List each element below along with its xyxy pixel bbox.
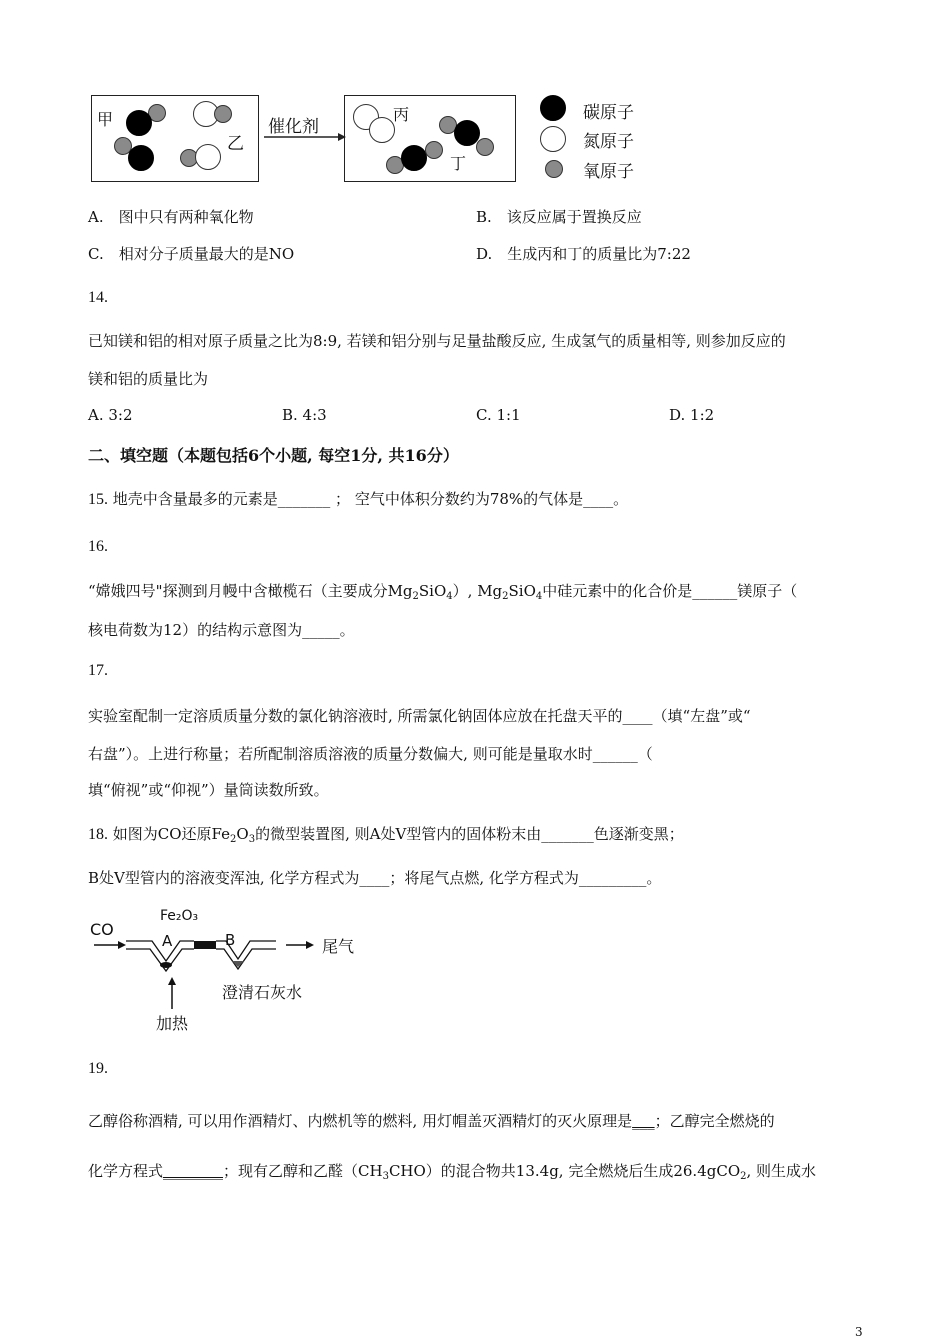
q19-text: , 则生成水: [746, 1162, 817, 1180]
q18-number: 18.: [88, 826, 108, 843]
q16-line2: 核电荷数为12）的结构示意图为_____。: [88, 621, 355, 639]
q18-text: 如图为CO还原Fe: [112, 825, 231, 843]
subscript: 4: [446, 591, 453, 602]
q14-text-line2: 镁和铝的质量比为: [88, 370, 209, 388]
legend-oxygen: 氧原子: [583, 162, 634, 182]
nitrogen-legend-icon: [540, 126, 566, 152]
oxygen-atom: [425, 141, 443, 159]
q18-line2: B处V型管内的溶液变浑浊, 化学方程式为____；将尾气点燃, 化学方程式为_________。: [88, 869, 662, 887]
subscript: 2: [502, 591, 509, 602]
oxygen-atom: [214, 105, 232, 123]
answer-blank[interactable]: ________: [163, 1162, 224, 1180]
answer-blank[interactable]: ___: [632, 1112, 655, 1130]
q19-number: 19.: [88, 1060, 108, 1077]
label-jia: 甲: [97, 110, 114, 129]
subscript: 2: [412, 591, 419, 602]
catalyst-label: 催化剂: [268, 117, 319, 137]
carbon-atom: [126, 110, 152, 136]
q19-line1: [88, 1110, 775, 1131]
subscript: 4: [535, 591, 543, 602]
q16-text: SiO: [418, 582, 447, 600]
oxygen-atom: [476, 138, 494, 156]
section-title: 二、填空题（本题包括6个小题, 每空1分, 共16分）: [88, 446, 459, 465]
carbon-atom: [128, 145, 154, 171]
q16-line1: [88, 580, 797, 601]
subscript: 2: [740, 1171, 747, 1182]
q14-option-d[interactable]: D. 1:2: [669, 406, 715, 424]
carbon-legend-icon: [540, 95, 566, 121]
q15-number: 15.: [88, 491, 108, 508]
q14-text-line1: 已知镁和铝的相对原子质量之比为8:9, 若镁和铝分别与足量盐酸反应, 生成氢气的质量相等, 则参加反应的: [88, 332, 786, 350]
q18-text: 的微型装置图, 则A处V型管内的固体粉末由_______色逐渐变黑；: [255, 825, 684, 843]
limewater-label: 澄清石灰水: [222, 983, 303, 1002]
q17-line2: 右盘”）。上进行称量；若所配制溶质溶液的质量分数偏大, 则可能是量取水时______（: [88, 745, 653, 763]
q17-line1: 实验室配制一定溶质质量分数的氯化钠溶液时, 所需氯化钠固体应放在托盘天平的____（填“左盘”或“: [88, 707, 751, 725]
q15-text: 地壳中含量最多的元素是_______ ； 空气中体积分数约为78%的气体是____。: [112, 490, 629, 508]
page-number: 3: [855, 1325, 863, 1339]
q19-text: CHO）的混合物共13.4g, 完全燃烧后生成26.4gCO: [388, 1162, 741, 1180]
nitrogen-atom: [369, 117, 395, 143]
q18-text: O: [236, 825, 249, 843]
q16-text: ）, Mg: [452, 582, 503, 600]
q17-number: 17.: [88, 662, 108, 679]
label-yi: 乙: [227, 134, 244, 154]
q19-text: ；现有乙醇和乙醛（CH: [223, 1162, 383, 1180]
label-bing: 丙: [393, 105, 410, 124]
subscript: 2: [230, 834, 237, 845]
carbon-atom: [401, 145, 427, 171]
q15: [88, 488, 628, 509]
q16-number: 16.: [88, 538, 108, 555]
q14-option-b[interactable]: B. 4:3: [282, 406, 327, 424]
heat-label: 加热: [156, 1014, 189, 1033]
tail-gas-label: 尾气: [322, 937, 355, 956]
q19-text: ；乙醇完全燃烧的: [654, 1112, 775, 1130]
q18-line1: [88, 823, 684, 844]
q13-option-c[interactable]: C. 相对分子质量最大的是NO: [88, 245, 295, 263]
a-label: A: [162, 932, 173, 950]
q14-number: 14.: [88, 289, 108, 306]
reaction-arrow-icon: [262, 130, 346, 144]
q19-line2: [88, 1160, 816, 1181]
q13-option-a[interactable]: A. 图中只有两种氧化物: [88, 208, 254, 226]
q13-option-b[interactable]: B. 该反应属于置换反应: [476, 208, 642, 226]
oxygen-legend-icon: [545, 160, 563, 178]
q14-option-a[interactable]: A. 3:2: [88, 406, 133, 424]
q13-option-d[interactable]: D. 生成丙和丁的质量比为7:22: [476, 245, 691, 263]
q14-option-c[interactable]: C. 1:1: [476, 406, 521, 424]
apparatus-drawing: [86, 925, 366, 1015]
nitrogen-atom: [195, 144, 221, 170]
subscript: 3: [248, 834, 256, 845]
fe2o3-label: Fe₂O₃: [160, 908, 199, 924]
legend-nitrogen: 氮原子: [583, 132, 634, 152]
label-ding: 丁: [450, 154, 467, 173]
subscript: 3: [382, 1171, 389, 1182]
legend-carbon: 碳原子: [583, 103, 634, 123]
q16-text: SiO: [508, 582, 536, 600]
b-label: B: [225, 931, 236, 949]
q16-text: “嫦娥四号"探测到月幔中含橄榄石（主要成分Mg: [88, 582, 413, 600]
co-label: CO: [90, 920, 114, 939]
q19-text: 乙醇俗称酒精, 可以用作酒精灯、内燃机等的燃料, 用灯帽盖灭酒精灯的灭火原理是: [88, 1112, 633, 1130]
q17-line3: 填“俯视”或“仰视”）量筒读数所致。: [88, 781, 329, 799]
q19-text: 化学方程式: [88, 1162, 164, 1180]
q16-text: 中硅元素中的化合价是______镁原子（: [542, 582, 798, 600]
